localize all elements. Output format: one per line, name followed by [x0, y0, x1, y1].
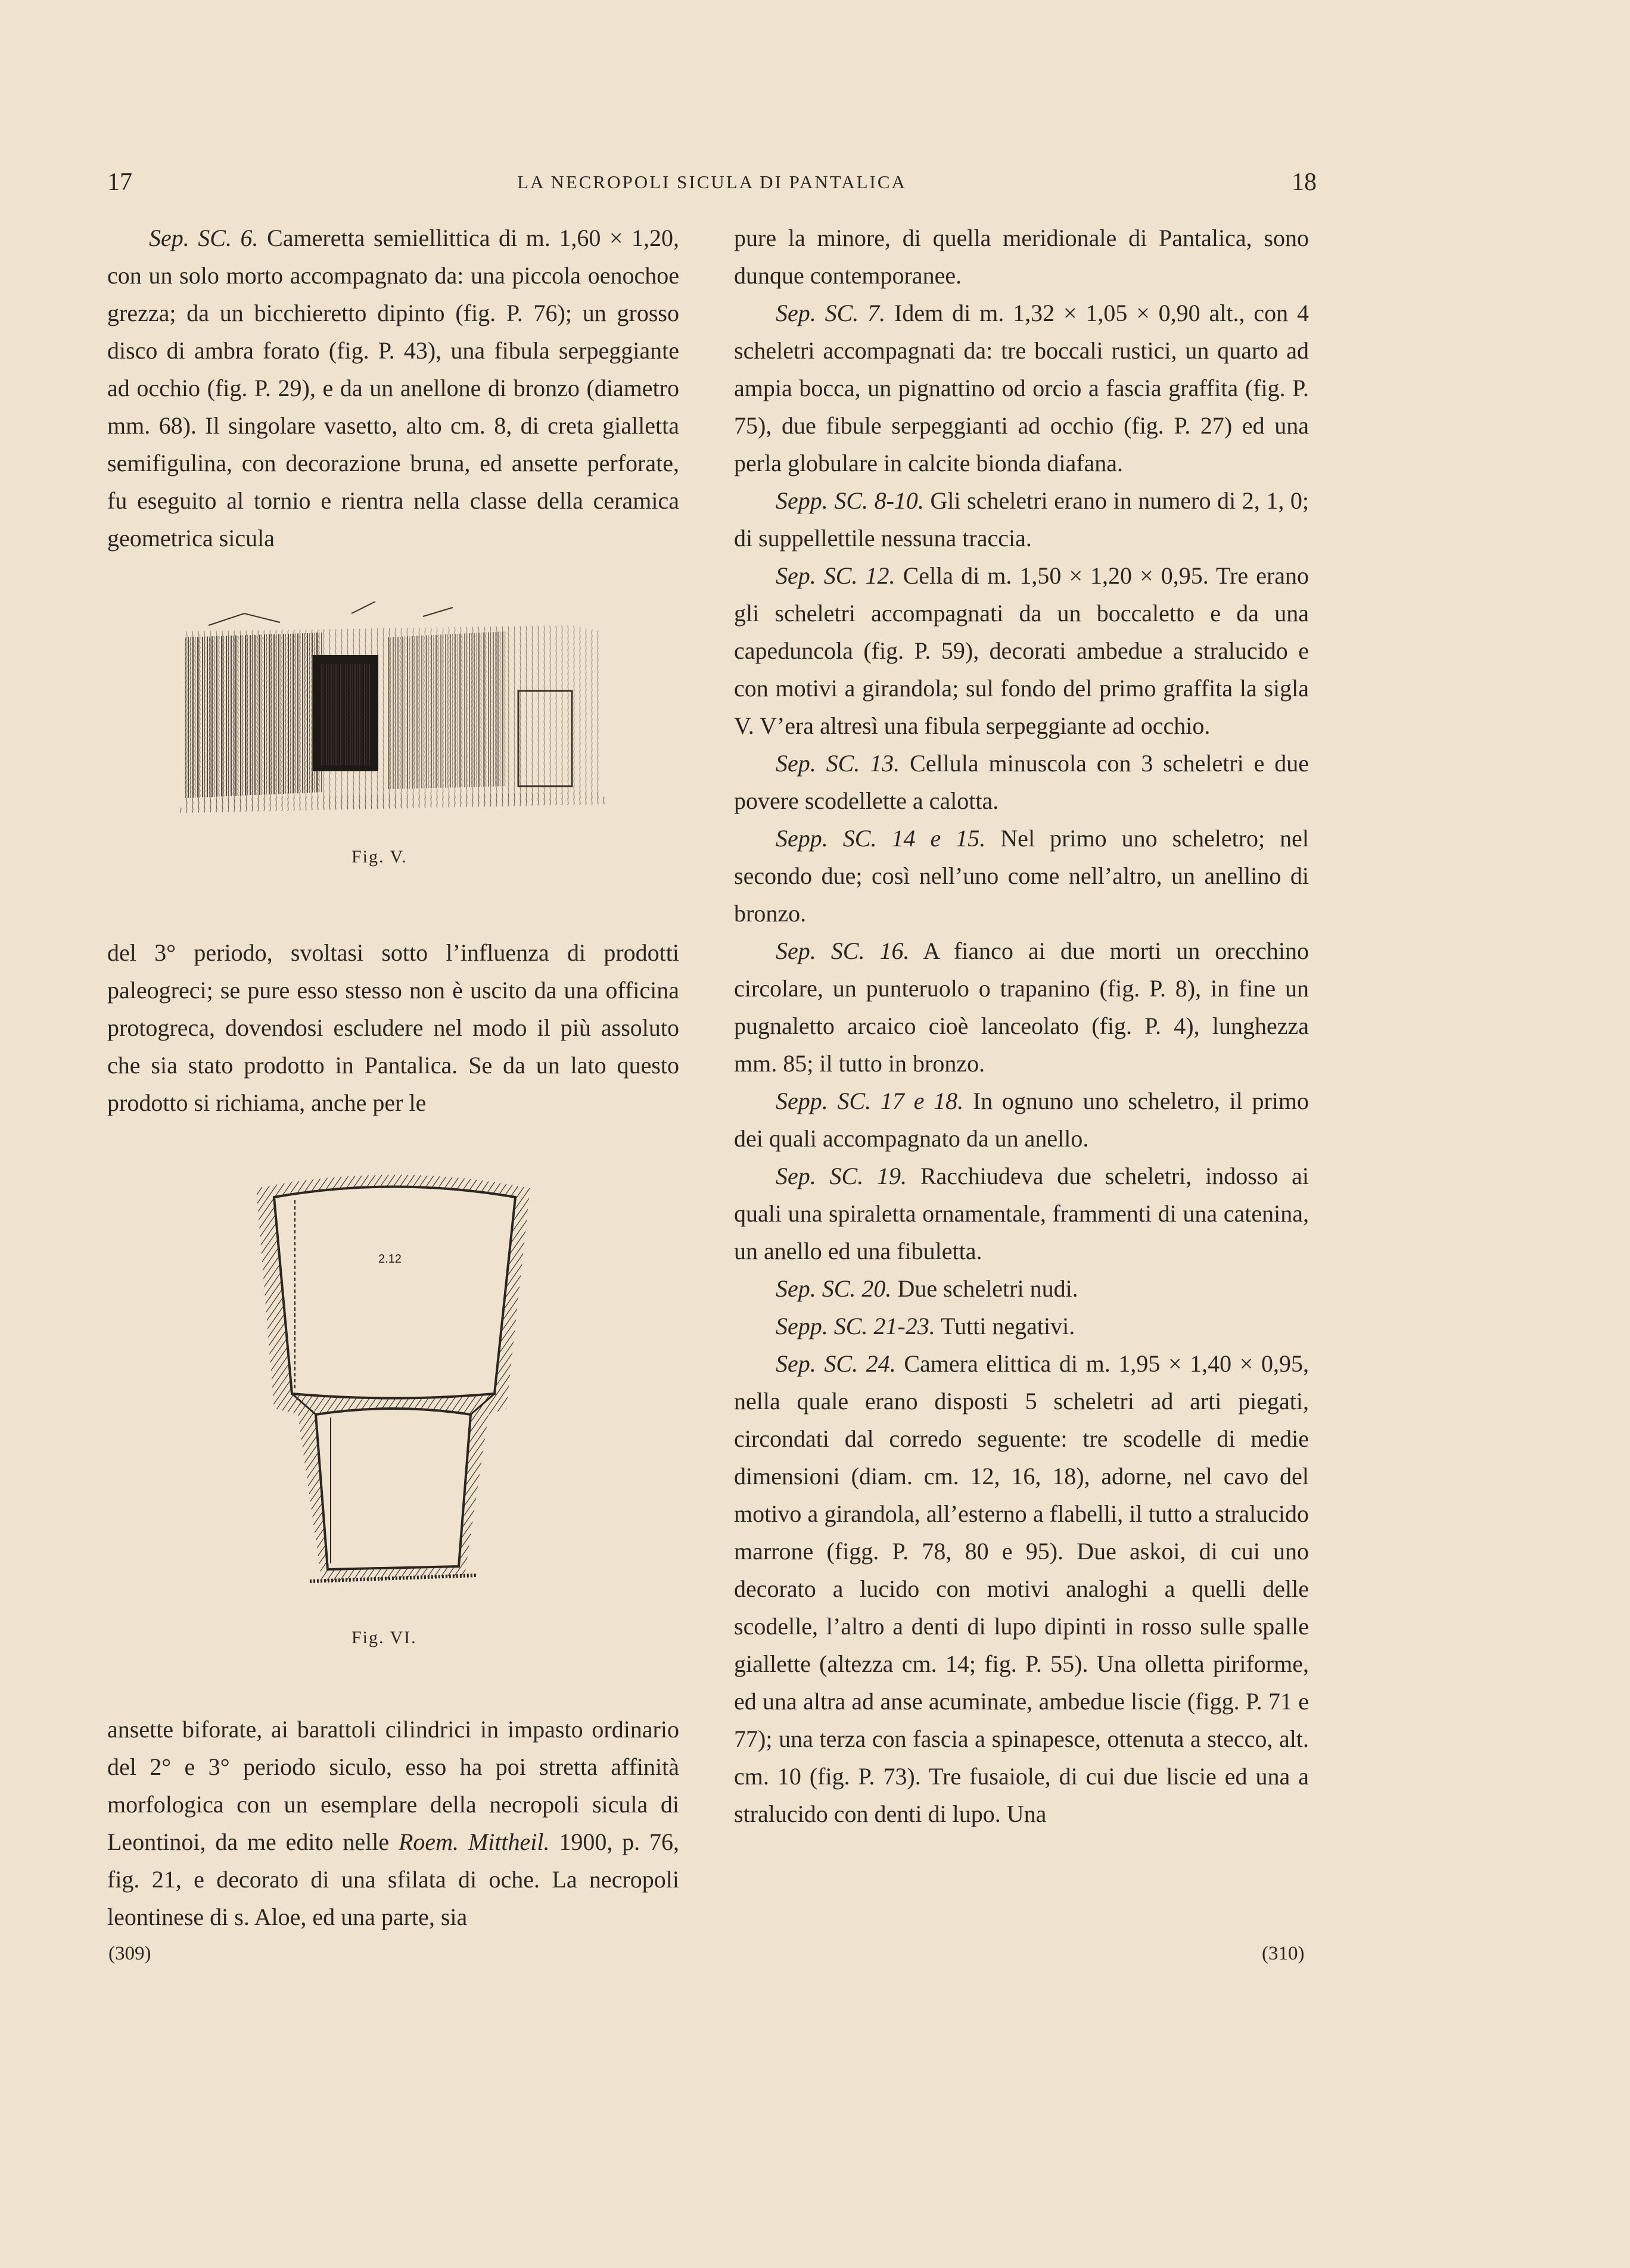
entry-paragraph	[734, 932, 1309, 1082]
entry-text: Nel primo uno scheletro; nel secondo due; così nell’uno come nell’altro, un anellino di bronzo.	[734, 825, 1309, 927]
figure-v-caption: Fig. V.	[351, 847, 407, 867]
figure-vi-caption: Fig. VI.	[351, 1628, 417, 1647]
entry-lead: Sep. SC. 12.	[776, 562, 895, 589]
entry-text: In ognuno uno scheletro, il primo dei quali accompagnato da un anello.	[734, 1088, 1309, 1152]
paragraph-text: Cameretta semiellittica di m. 1,60 × 1,20, con un solo morto accompagnato da: una piccola oenochoe grezza; da un bicchieretto dipinto (fig. P. 76); un grosso disco di ambra forato (fig. P. 43), una fibula serpeggiante ad occhio (fig. P. 29), e da un anellone di bronzo (diametro mm. 68). Il singolare vasetto, alto cm. 8, di creta gialletta semifigulina, con decorazione bruna, ed ansette perforate, fu eseguito al tornio e rientra nella classe della ceramica geometrica sicula	[107, 225, 679, 552]
entry-lead: Sep. SC. 19.	[776, 1163, 907, 1189]
page-number-left: 17	[107, 169, 132, 196]
footer-left: (309)	[108, 1943, 151, 1964]
entry-text: Cellula minuscola con 3 scheletri e due povere scodellette a calotta.	[734, 750, 1309, 814]
entry-paragraph	[734, 1270, 1309, 1307]
entry-lead: Sep. SC. 7.	[776, 300, 886, 326]
entry-paragraph	[734, 1345, 1309, 1833]
entry-text: Cella di m. 1,50 × 1,20 × 0,95. Tre erano gli scheletri accompagnati da un boccaletto e da una capeduncola (fig. P. 59), decorati ambedue a stralucido e con motivi a girandola; sul fondo del primo graffita la sigla V. V’era altresì una fibula serpeggiante ad occhio.	[734, 562, 1309, 739]
entry-text: Due scheletri nudi.	[897, 1275, 1078, 1302]
paragraph	[107, 219, 679, 557]
paragraph: del 3° periodo, svoltasi sotto l’influenza di prodotti paleogreci; se pure esso stesso non è uscito da una officina protogreca, dovendosi escludere nel modo il più assoluto che sia stato prodotto in Pantalica. Se da un lato questo prodotto si richiama, anche per le	[107, 939, 679, 1116]
running-title: LA NECROPOLI SICULA DI PANTALICA	[517, 172, 907, 192]
entry-paragraph	[734, 1157, 1309, 1270]
entry-text: A fianco ai due morti un orecchino circolare, un punteruolo o trapanino (fig. P. 8), in fine un pugnaletto arcaico cioè lanceolato (fig. P. 4), lunghezza mm. 85; il tutto in bronzo.	[734, 937, 1309, 1077]
left-column-bottom	[107, 1711, 679, 1936]
entry-text: Camera elittica di m. 1,95 × 1,40 × 0,95, nella quale erano disposti 5 scheletri ad arti piegati, circondati dal corredo seguente: tre scodelle di medie dimensioni (diam. cm. 12, 16, 18), adorne, nel cavo del motivo a girandola, all’esterno a flabelli, il tutto a stralucido marrone (figg. P. 78, 80 e 95). Due askoi, di cui uno decorato a lucido con motivi analoghi a quelli delle scodelle, l’altro a denti di lupo dipinti in rosso sulle spalle giallette (altezza cm. 14; fig. P. 55). Una olletta piriforme, ed una altra ad anse acuminate, ambedue liscie (figg. P. 71 e 77); una terza con fascia a spinapesce, ottenuta a stecco, alt. cm. 10 (fig. P. 73). Tre fusaiole, di cui due liscie ed una a stralucido con denti di lupo. Una	[734, 1350, 1309, 1827]
page-number-right: 18	[1292, 169, 1317, 196]
figure-vi-plan	[238, 1164, 548, 1605]
paragraph: pure la minore, di quella meridionale di Pantalica, sono dunque contemporanee.	[734, 225, 1309, 289]
entry-text: Racchiudeva due scheletri, indosso ai quali una spiraletta ornamentale, frammenti di una catenina, un anello ed una fibuletta.	[734, 1163, 1309, 1264]
figure-vi-dimension-label: 2.12	[378, 1253, 402, 1266]
journal-title: Roem. Mittheil.	[398, 1828, 550, 1855]
entry-lead: Sepp. SC. 8-10.	[776, 487, 924, 514]
entry-lead: Sepp. SC. 21-23.	[776, 1313, 935, 1339]
entry-paragraph	[734, 820, 1309, 932]
entry-text: Idem di m. 1,32 × 1,05 × 0,90 alt., con 4 scheletri accompagnati da: tre boccali rustici, un quarto ad ampia bocca, un pignattino od orcio a fascia graffita (fig. P. 75), due fibule serpeggianti ad occhio (fig. P. 27) ed una perla globulare in calcite bionda diafana.	[734, 300, 1309, 476]
entry-paragraph	[734, 557, 1309, 744]
figure-v-illustration	[173, 590, 614, 840]
entry-lead: Sep. SC. 6.	[149, 225, 259, 251]
entry-lead: Sepp. SC. 14 e 15.	[776, 825, 986, 852]
paragraph	[107, 1711, 679, 1936]
entry-paragraph	[734, 1307, 1309, 1345]
left-column-top	[107, 219, 679, 557]
entry-paragraph	[734, 1082, 1309, 1157]
footer-right: (310)	[1262, 1943, 1305, 1964]
entry-text: Gli scheletri erano in numero di 2, 1, 0; di suppellettile nessuna traccia.	[734, 487, 1309, 552]
entry-list	[734, 294, 1309, 1833]
entry-text: Tutti negativi.	[941, 1313, 1075, 1339]
entry-paragraph	[734, 482, 1309, 557]
entry-lead: Sep. SC. 24.	[776, 1350, 896, 1377]
entry-paragraph	[734, 294, 1309, 482]
right-column	[734, 219, 1309, 1833]
paragraph-text: ansette biforate, ai barattoli cilindrici in impasto ordinario del 2° e 3° periodo siculo, esso ha poi stretta affinità morfologica con un esemplare della necropoli sicula di Leontinoi, da me edito nelle	[107, 1716, 679, 1855]
entry-lead: Sep. SC. 20.	[776, 1275, 892, 1302]
left-column-middle	[107, 934, 679, 1121]
paragraph-text: 1900, p. 76, fig. 21, e decorato di una sfilata di oche. La necropoli leontinese di s. Aloe, ed una parte, sia	[107, 1828, 680, 1930]
entry-lead: Sep. SC. 16.	[776, 937, 910, 964]
entry-lead: Sepp. SC. 17 e 18.	[776, 1088, 964, 1114]
entry-lead: Sep. SC. 13.	[776, 750, 900, 777]
entry-paragraph	[734, 744, 1309, 820]
page-header	[107, 168, 1317, 204]
